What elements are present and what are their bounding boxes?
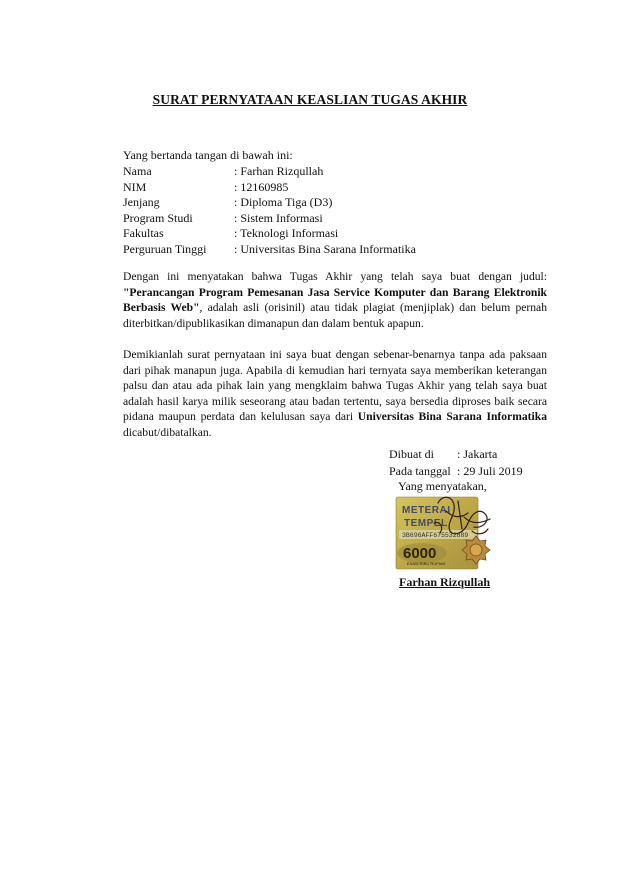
university-name: Universitas Bina Sarana Informatika (357, 410, 547, 423)
signer-name: Farhan Rizqullah (399, 575, 491, 589)
identity-row-nama (123, 164, 416, 180)
paragraph-text: dicabut/dibatalkan. (123, 425, 212, 439)
stamp-amount: 6000 (403, 545, 437, 562)
identity-row-fakultas (123, 226, 416, 242)
stamp-line1: METERAI (402, 505, 451, 516)
identity-row-program-studi (123, 211, 416, 227)
identity-label: Jenjang (123, 195, 160, 209)
identity-row-nim (123, 180, 416, 196)
date-label: Pada tanggal (389, 464, 451, 478)
garuda-emblem (462, 536, 490, 564)
date-value: : 29 Juli 2019 (457, 464, 523, 478)
document-title: SURAT PERNYATAAN KEASLIAN TUGAS AKHIR (152, 92, 468, 107)
identity-label: Perguruan Tinggi (123, 241, 207, 256)
identity-value: : Teknologi Informasi (234, 226, 339, 240)
identity-label: Fakultas (123, 226, 164, 240)
identity-row-jenjang (123, 195, 416, 211)
paragraph-text: , adalah asli (orisinil) atau tidak plagiat (menjiplak) dan belum pernah diterbitkan/dipublikasikan dimanapun dan dalam bentuk apapun. (123, 301, 547, 330)
signature-details (389, 447, 523, 481)
place-value: : Jakarta (457, 447, 498, 461)
statement-label: Yang menyatakan, (398, 479, 487, 493)
stamp-line2: TEMPEL (404, 518, 448, 529)
stamp-amount-words: ENAM RIBU RUPIAH (407, 561, 446, 566)
stamp-serial: 3B696AFF675532889 (402, 532, 469, 539)
thesis-title: "Perancangan Program Pemesanan Jasa Service Komputer dan Barang Elektronik Berbasis Web" (123, 285, 547, 314)
identity-row-perguruan-tinggi (123, 242, 416, 258)
meterai-stamp (394, 493, 496, 573)
place-row (389, 447, 523, 464)
identity-label: NIM (123, 179, 147, 194)
identity-table (123, 164, 416, 257)
identity-value: : 12160985 (234, 179, 289, 194)
identity-value: : Diploma Tiga (D3) (234, 195, 333, 209)
place-label: Dibuat di (389, 447, 434, 461)
paragraph-text: Demikianlah surat pernyataan ini saya buat dengan sebenar-benarnya tanpa ada paksaan dari pihak manapun juga. Apabila di kemudian hari ternyata saya memberikan keterangan palsu dan atau ada pihak lain yang mengklaim bahwa Tugas Akhir yang telah saya buat adalah hasil karya milik seseorang atau badan tertentu, saya bersedia diproses baik secara pidana maupun perdata dan kelulusan saya dari (123, 348, 547, 423)
intro-text: Yang bertanda tangan di bawah ini: (123, 148, 293, 162)
statement-paragraph (123, 269, 547, 331)
identity-value: : Farhan Rizqullah (234, 164, 324, 178)
paragraph-text: Dengan ini menyatakan bahwa Tugas Akhir yang telah saya buat dengan judul: (123, 270, 547, 283)
declaration-paragraph (123, 347, 547, 440)
identity-value: : Universitas Bina Sarana Informatika (234, 241, 416, 256)
identity-label: Program Studi (123, 210, 193, 225)
identity-label: Nama (123, 164, 152, 178)
identity-value: : Sistem Informasi (234, 210, 323, 225)
